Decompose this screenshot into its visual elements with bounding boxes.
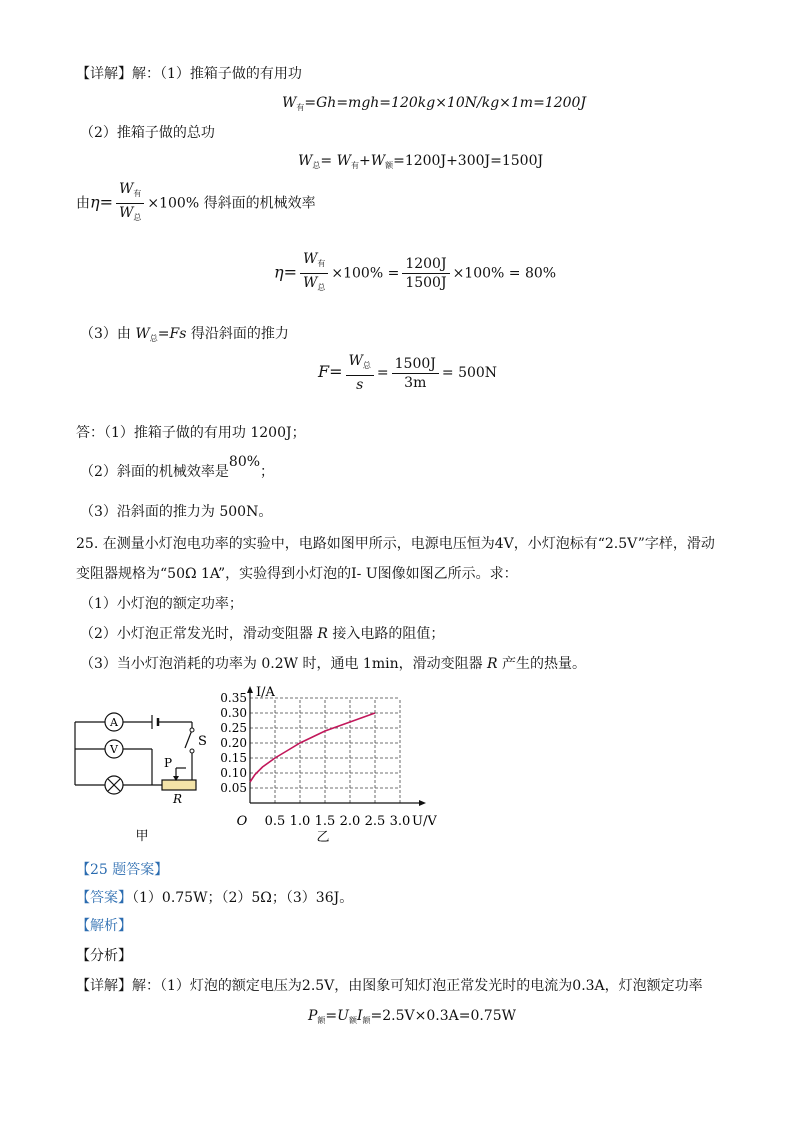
- origin-label: O: [236, 814, 248, 829]
- detail-line-25: 【详解】解：（1）灯泡的额定电压为2.5V，由图象可知灯泡正常发光时的电流为0.3A，灯泡额定功率: [76, 978, 703, 994]
- detail-label: 【详解】: [76, 66, 132, 82]
- total-work-equation: $W_总= W_有+W_额=1200J+300J=1500J$: [298, 153, 544, 170]
- part2-text: （2）推箱子做的总功: [80, 125, 215, 141]
- switch-icon: [190, 728, 207, 753]
- iu-curve-line: [250, 713, 375, 782]
- x-tick-label: 1.5: [314, 814, 336, 829]
- ammeter-icon: [105, 713, 123, 731]
- svg-text:R: R: [173, 792, 183, 806]
- rated-power-equation: $P_额=U_额I_额=2.5V\times 0.3A=0.75W$: [308, 1008, 517, 1025]
- svg-text:S: S: [198, 734, 207, 749]
- rheostat-icon: [162, 756, 196, 806]
- part3-text: （3）由 $W_总=Fs$ 得沿斜面的推力: [80, 326, 289, 343]
- answer-line-1: 答：（1）推箱子做的有用功 1200J；: [76, 425, 306, 441]
- answer-line-2: （2）斜面的机械效率是80%；: [80, 454, 275, 480]
- useful-work-equation: $W_有=Gh=mgh=120kg\times 10N/kg\times 1m=1200J$: [282, 95, 587, 112]
- question-25-line2: 变阻器规格为“50Ω 1A”，实验得到小灯泡的I- U图像如图乙所示。求：: [76, 566, 518, 582]
- y-tick-label: 0.30: [220, 706, 247, 720]
- x-tick-label: 2.5: [364, 814, 386, 829]
- y-tick-label: 0.15: [220, 751, 247, 765]
- question-25-item3: （3）当小灯泡消耗的功率为 0.2W 时，通电 1min，滑动变阻器 R 产生的热量。: [80, 656, 587, 672]
- analysis-label: 【解析】: [76, 918, 132, 934]
- circuit-caption: 甲: [135, 829, 149, 844]
- detail-intro: 解：（1）推箱子做的有用功: [132, 66, 302, 82]
- fenxi-label: 【分析】: [76, 948, 132, 964]
- y-tick-label: 0.25: [220, 721, 247, 735]
- x-tick-label: 0.5: [264, 814, 286, 829]
- x-axis-arrow-icon: [419, 800, 426, 806]
- y-axis-label: I/A: [256, 685, 275, 700]
- voltmeter-icon: [105, 740, 123, 758]
- chart-caption: 乙: [316, 830, 330, 845]
- y-tick-label: 0.05: [220, 781, 247, 795]
- y-axis-arrow-icon: [247, 686, 253, 693]
- svg-text:P: P: [164, 756, 173, 770]
- efficiency-fraction: $\frac{W_有}{W_总}$: [116, 180, 144, 227]
- x-tick-label: 1.0: [289, 814, 311, 829]
- force-calculation: F= $\frac{W_总}{s}$ = $\frac{1500J}{3m}$ = 500N: [318, 353, 498, 393]
- circuit-diagram: [70, 700, 220, 845]
- x-axis-label: U/V: [412, 814, 437, 829]
- question-25-line1: 25. 在测量小灯泡电功率的实验中，电路如图甲所示，电源电压恒为4V，小灯泡标有“2.5V”字样，滑动: [76, 536, 715, 552]
- answer-25-header: 【25 题答案】: [76, 862, 169, 878]
- svg-text:A: A: [110, 716, 118, 729]
- svg-text:V: V: [110, 743, 118, 756]
- x-tick-label: 2.0: [339, 814, 361, 829]
- answer-line-3: （3）沿斜面的推力为 500N。: [80, 504, 273, 520]
- answer-25-line: 【答案】（1）0.75W；（2）5Ω；（3）36J。: [76, 890, 354, 906]
- battery-icon: [152, 715, 158, 729]
- iu-chart: [220, 680, 450, 845]
- efficiency-formula-line: 由η= $\frac{W_有}{W_总}$ ×100% 得斜面的机械效率: [76, 180, 316, 227]
- y-tick-label: 0.35: [220, 691, 247, 705]
- question-25-item1: （1）小灯泡的额定功率；: [80, 596, 243, 612]
- efficiency-calculation: η= $\frac{W_有}{W_总}$ ×100% = $\frac{1200J}{1500J}$ ×100% = 80%: [274, 251, 557, 292]
- y-tick-label: 0.20: [220, 736, 247, 750]
- question-25-item2: （2）小灯泡正常发光时，滑动变阻器 R 接入电路的阻值；: [80, 626, 445, 642]
- detail-line-24: [76, 64, 302, 84]
- y-tick-label: 0.10: [220, 766, 247, 780]
- lamp-icon: [105, 776, 123, 794]
- x-tick-label: 3.0: [389, 814, 411, 829]
